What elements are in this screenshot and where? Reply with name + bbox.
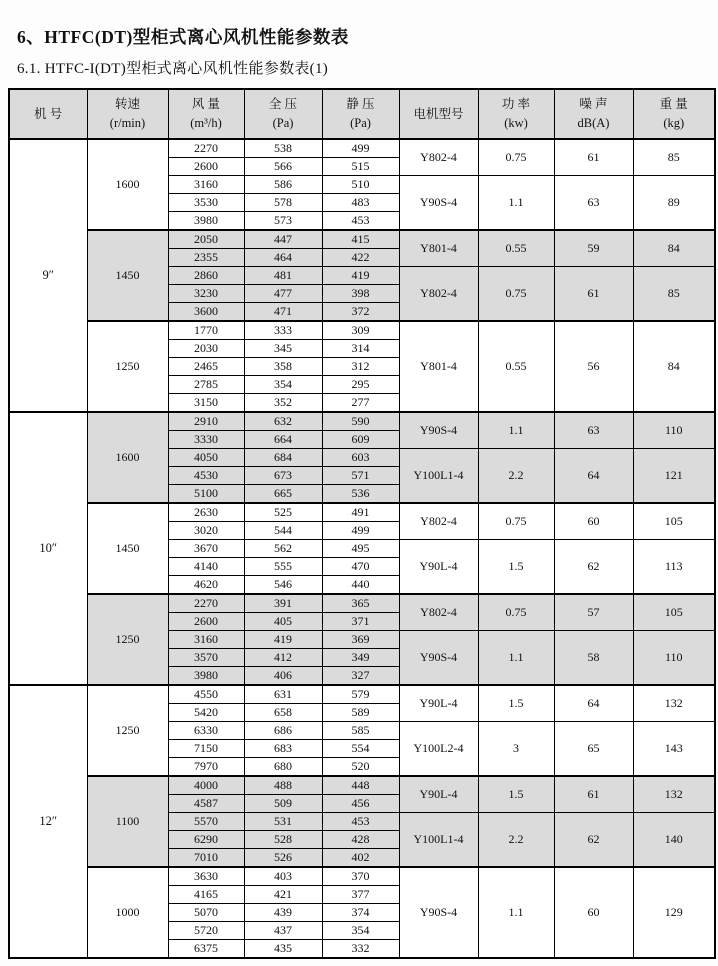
noise-cell: 57 bbox=[554, 594, 633, 631]
column-header-motor-model bbox=[399, 89, 478, 139]
motor-model-cell: Y100L1-4 bbox=[399, 449, 478, 504]
flow-cell: 5570 bbox=[168, 813, 244, 831]
static-pressure-cell: 369 bbox=[322, 631, 399, 649]
total-pressure-cell: 405 bbox=[244, 613, 322, 631]
noise-cell: 59 bbox=[554, 230, 633, 267]
weight-cell: 84 bbox=[633, 230, 715, 267]
static-pressure-cell: 371 bbox=[322, 613, 399, 631]
flow-cell: 2600 bbox=[168, 158, 244, 176]
power-cell: 1.5 bbox=[478, 776, 554, 813]
power-cell: 1.1 bbox=[478, 867, 554, 958]
flow-cell: 3530 bbox=[168, 194, 244, 212]
power-cell: 0.75 bbox=[478, 594, 554, 631]
total-pressure-cell: 403 bbox=[244, 867, 322, 886]
flow-cell: 5420 bbox=[168, 704, 244, 722]
motor-model-cell: Y90S-4 bbox=[399, 412, 478, 449]
flow-cell: 6290 bbox=[168, 831, 244, 849]
flow-cell: 2050 bbox=[168, 230, 244, 249]
motor-model-cell: Y90L-4 bbox=[399, 540, 478, 595]
total-pressure-cell: 525 bbox=[244, 503, 322, 522]
flow-cell: 4530 bbox=[168, 467, 244, 485]
static-pressure-cell: 422 bbox=[322, 249, 399, 267]
static-pressure-cell: 377 bbox=[322, 886, 399, 904]
noise-cell: 64 bbox=[554, 685, 633, 722]
flow-cell: 3330 bbox=[168, 431, 244, 449]
static-pressure-cell: 456 bbox=[322, 795, 399, 813]
total-pressure-cell: 555 bbox=[244, 558, 322, 576]
table-row bbox=[9, 503, 715, 522]
total-pressure-cell: 562 bbox=[244, 540, 322, 558]
flow-cell: 2860 bbox=[168, 267, 244, 285]
table-row bbox=[9, 867, 715, 886]
column-header-noise bbox=[554, 89, 633, 139]
title-block bbox=[17, 24, 349, 78]
motor-model-cell: Y801-4 bbox=[399, 321, 478, 412]
flow-cell: 3160 bbox=[168, 176, 244, 194]
total-pressure-cell: 544 bbox=[244, 522, 322, 540]
static-pressure-cell: 370 bbox=[322, 867, 399, 886]
flow-cell: 3020 bbox=[168, 522, 244, 540]
total-pressure-cell: 419 bbox=[244, 631, 322, 649]
total-pressure-cell: 352 bbox=[244, 394, 322, 413]
total-pressure-cell: 531 bbox=[244, 813, 322, 831]
static-pressure-cell: 448 bbox=[322, 776, 399, 795]
total-pressure-cell: 333 bbox=[244, 321, 322, 340]
rpm-cell: 1600 bbox=[87, 139, 168, 230]
total-pressure-cell: 509 bbox=[244, 795, 322, 813]
weight-cell: 105 bbox=[633, 503, 715, 540]
column-header-line: 功 率 bbox=[501, 97, 531, 112]
static-pressure-cell: 515 bbox=[322, 158, 399, 176]
flow-cell: 5100 bbox=[168, 485, 244, 504]
static-pressure-cell: 495 bbox=[322, 540, 399, 558]
static-pressure-cell: 499 bbox=[322, 522, 399, 540]
column-header-line: (m³/h) bbox=[190, 116, 222, 130]
static-pressure-cell: 510 bbox=[322, 176, 399, 194]
total-pressure-cell: 566 bbox=[244, 158, 322, 176]
total-pressure-cell: 631 bbox=[244, 685, 322, 704]
table-row bbox=[9, 685, 715, 704]
flow-cell: 2630 bbox=[168, 503, 244, 522]
total-pressure-cell: 437 bbox=[244, 922, 322, 940]
total-pressure-cell: 684 bbox=[244, 449, 322, 467]
power-cell: 3 bbox=[478, 722, 554, 777]
static-pressure-cell: 309 bbox=[322, 321, 399, 340]
weight-cell: 105 bbox=[633, 594, 715, 631]
noise-cell: 61 bbox=[554, 267, 633, 322]
column-header-line: (kg) bbox=[663, 116, 685, 130]
rpm-cell: 1450 bbox=[87, 503, 168, 594]
table-row bbox=[9, 230, 715, 249]
noise-cell: 63 bbox=[554, 176, 633, 231]
motor-model-cell: Y802-4 bbox=[399, 594, 478, 631]
total-pressure-cell: 538 bbox=[244, 139, 322, 158]
flow-cell: 2355 bbox=[168, 249, 244, 267]
column-header-power bbox=[478, 89, 554, 139]
weight-cell: 113 bbox=[633, 540, 715, 595]
motor-model-cell: Y802-4 bbox=[399, 267, 478, 322]
column-header-line: (kw) bbox=[504, 116, 528, 130]
total-pressure-cell: 573 bbox=[244, 212, 322, 231]
noise-cell: 64 bbox=[554, 449, 633, 504]
total-pressure-cell: 673 bbox=[244, 467, 322, 485]
table-row bbox=[9, 139, 715, 158]
flow-cell: 3160 bbox=[168, 631, 244, 649]
static-pressure-cell: 295 bbox=[322, 376, 399, 394]
weight-cell: 84 bbox=[633, 321, 715, 412]
static-pressure-cell: 428 bbox=[322, 831, 399, 849]
total-pressure-cell: 680 bbox=[244, 758, 322, 777]
column-header-line: 静 压 bbox=[346, 97, 375, 112]
rpm-cell: 1100 bbox=[87, 776, 168, 867]
column-header-total-pressure bbox=[244, 89, 322, 139]
flow-cell: 6375 bbox=[168, 940, 244, 959]
noise-cell: 62 bbox=[554, 540, 633, 595]
total-pressure-cell: 358 bbox=[244, 358, 322, 376]
total-pressure-cell: 686 bbox=[244, 722, 322, 740]
flow-cell: 7010 bbox=[168, 849, 244, 868]
motor-model-cell: Y90S-4 bbox=[399, 176, 478, 231]
power-cell: 0.55 bbox=[478, 230, 554, 267]
power-cell: 2.2 bbox=[478, 449, 554, 504]
flow-cell: 3230 bbox=[168, 285, 244, 303]
motor-model-cell: Y802-4 bbox=[399, 139, 478, 176]
power-cell: 1.1 bbox=[478, 631, 554, 686]
total-pressure-cell: 658 bbox=[244, 704, 322, 722]
static-pressure-cell: 440 bbox=[322, 576, 399, 595]
weight-cell: 110 bbox=[633, 412, 715, 449]
column-header-line: 风 量 bbox=[191, 97, 221, 112]
motor-model-cell: Y100L2-4 bbox=[399, 722, 478, 777]
static-pressure-cell: 354 bbox=[322, 922, 399, 940]
power-cell: 1.1 bbox=[478, 176, 554, 231]
table-row bbox=[9, 594, 715, 613]
motor-model-cell: Y90L-4 bbox=[399, 776, 478, 813]
noise-cell: 56 bbox=[554, 321, 633, 412]
static-pressure-cell: 453 bbox=[322, 813, 399, 831]
static-pressure-cell: 483 bbox=[322, 194, 399, 212]
power-cell: 1.5 bbox=[478, 540, 554, 595]
total-pressure-cell: 586 bbox=[244, 176, 322, 194]
column-header-machine-no bbox=[9, 89, 87, 139]
flow-cell: 3670 bbox=[168, 540, 244, 558]
page-subtitle: 6.1. HTFC-I(DT)型柜式离心风机性能参数表(1) bbox=[17, 61, 329, 77]
total-pressure-cell: 481 bbox=[244, 267, 322, 285]
column-header-line: 全 压 bbox=[268, 97, 298, 112]
flow-cell: 3570 bbox=[168, 649, 244, 667]
power-cell: 1.5 bbox=[478, 685, 554, 722]
performance-table bbox=[8, 88, 716, 959]
static-pressure-cell: 332 bbox=[322, 940, 399, 959]
flow-cell: 2030 bbox=[168, 340, 244, 358]
table-header-row bbox=[9, 89, 715, 139]
flow-cell: 2270 bbox=[168, 594, 244, 613]
rpm-cell: 1250 bbox=[87, 594, 168, 685]
flow-cell: 3600 bbox=[168, 303, 244, 322]
static-pressure-cell: 520 bbox=[322, 758, 399, 777]
flow-cell: 4550 bbox=[168, 685, 244, 704]
total-pressure-cell: 464 bbox=[244, 249, 322, 267]
total-pressure-cell: 354 bbox=[244, 376, 322, 394]
flow-cell: 6330 bbox=[168, 722, 244, 740]
static-pressure-cell: 374 bbox=[322, 904, 399, 922]
static-pressure-cell: 571 bbox=[322, 467, 399, 485]
weight-cell: 129 bbox=[633, 867, 715, 958]
total-pressure-cell: 488 bbox=[244, 776, 322, 795]
column-header-line: 机 号 bbox=[34, 106, 63, 121]
total-pressure-cell: 632 bbox=[244, 412, 322, 431]
static-pressure-cell: 327 bbox=[322, 667, 399, 686]
column-header-line: (Pa) bbox=[350, 116, 371, 130]
motor-model-cell: Y801-4 bbox=[399, 230, 478, 267]
total-pressure-cell: 421 bbox=[244, 886, 322, 904]
column-header-line: (r/min) bbox=[109, 116, 146, 130]
column-header-line: dB(A) bbox=[577, 116, 610, 130]
static-pressure-cell: 590 bbox=[322, 412, 399, 431]
total-pressure-cell: 528 bbox=[244, 831, 322, 849]
total-pressure-cell: 546 bbox=[244, 576, 322, 595]
flow-cell: 2600 bbox=[168, 613, 244, 631]
noise-cell: 61 bbox=[554, 139, 633, 176]
total-pressure-cell: 406 bbox=[244, 667, 322, 686]
rpm-cell: 1600 bbox=[87, 412, 168, 503]
static-pressure-cell: 609 bbox=[322, 431, 399, 449]
static-pressure-cell: 453 bbox=[322, 212, 399, 231]
flow-cell: 7970 bbox=[168, 758, 244, 777]
flow-cell: 4050 bbox=[168, 449, 244, 467]
static-pressure-cell: 402 bbox=[322, 849, 399, 868]
static-pressure-cell: 499 bbox=[322, 139, 399, 158]
flow-cell: 4165 bbox=[168, 886, 244, 904]
rpm-cell: 1000 bbox=[87, 867, 168, 958]
static-pressure-cell: 589 bbox=[322, 704, 399, 722]
noise-cell: 58 bbox=[554, 631, 633, 686]
column-header-line: 噪 声 bbox=[579, 97, 608, 112]
flow-cell: 2785 bbox=[168, 376, 244, 394]
total-pressure-cell: 578 bbox=[244, 194, 322, 212]
static-pressure-cell: 579 bbox=[322, 685, 399, 704]
motor-model-cell: Y90S-4 bbox=[399, 867, 478, 958]
static-pressure-cell: 603 bbox=[322, 449, 399, 467]
total-pressure-cell: 412 bbox=[244, 649, 322, 667]
static-pressure-cell: 491 bbox=[322, 503, 399, 522]
power-cell: 2.2 bbox=[478, 813, 554, 868]
column-header-line: 重 量 bbox=[659, 97, 688, 112]
noise-cell: 60 bbox=[554, 867, 633, 958]
rpm-cell: 1250 bbox=[87, 321, 168, 412]
flow-cell: 5720 bbox=[168, 922, 244, 940]
flow-cell: 4620 bbox=[168, 576, 244, 595]
table-row bbox=[9, 321, 715, 340]
total-pressure-cell: 345 bbox=[244, 340, 322, 358]
column-header-line: 电机型号 bbox=[413, 106, 464, 121]
static-pressure-cell: 470 bbox=[322, 558, 399, 576]
flow-cell: 3150 bbox=[168, 394, 244, 413]
total-pressure-cell: 439 bbox=[244, 904, 322, 922]
total-pressure-cell: 447 bbox=[244, 230, 322, 249]
table-row bbox=[9, 412, 715, 431]
total-pressure-cell: 471 bbox=[244, 303, 322, 322]
power-cell: 0.75 bbox=[478, 503, 554, 540]
static-pressure-cell: 312 bbox=[322, 358, 399, 376]
static-pressure-cell: 349 bbox=[322, 649, 399, 667]
motor-model-cell: Y90L-4 bbox=[399, 685, 478, 722]
weight-cell: 85 bbox=[633, 267, 715, 322]
static-pressure-cell: 314 bbox=[322, 340, 399, 358]
noise-cell: 62 bbox=[554, 813, 633, 868]
static-pressure-cell: 365 bbox=[322, 594, 399, 613]
page-title: 6、HTFC(DT)型柜式离心风机性能参数表 bbox=[17, 27, 349, 47]
power-cell: 1.1 bbox=[478, 412, 554, 449]
static-pressure-cell: 554 bbox=[322, 740, 399, 758]
static-pressure-cell: 415 bbox=[322, 230, 399, 249]
weight-cell: 89 bbox=[633, 176, 715, 231]
static-pressure-cell: 277 bbox=[322, 394, 399, 413]
total-pressure-cell: 664 bbox=[244, 431, 322, 449]
static-pressure-cell: 536 bbox=[322, 485, 399, 504]
noise-cell: 61 bbox=[554, 776, 633, 813]
machine-number-cell: 10″ bbox=[9, 412, 87, 685]
flow-cell: 3980 bbox=[168, 667, 244, 686]
weight-cell: 143 bbox=[633, 722, 715, 777]
machine-number-cell: 12″ bbox=[9, 685, 87, 958]
flow-cell: 2465 bbox=[168, 358, 244, 376]
static-pressure-cell: 419 bbox=[322, 267, 399, 285]
motor-model-cell: Y802-4 bbox=[399, 503, 478, 540]
flow-cell: 2910 bbox=[168, 412, 244, 431]
flow-cell: 4140 bbox=[168, 558, 244, 576]
static-pressure-cell: 585 bbox=[322, 722, 399, 740]
flow-cell: 5070 bbox=[168, 904, 244, 922]
power-cell: 0.75 bbox=[478, 139, 554, 176]
weight-cell: 132 bbox=[633, 685, 715, 722]
weight-cell: 85 bbox=[633, 139, 715, 176]
column-header-static-pressure bbox=[322, 89, 399, 139]
weight-cell: 140 bbox=[633, 813, 715, 868]
rpm-cell: 1250 bbox=[87, 685, 168, 776]
noise-cell: 65 bbox=[554, 722, 633, 777]
total-pressure-cell: 526 bbox=[244, 849, 322, 868]
motor-model-cell: Y90S-4 bbox=[399, 631, 478, 686]
weight-cell: 132 bbox=[633, 776, 715, 813]
machine-number-cell: 9″ bbox=[9, 139, 87, 412]
flow-cell: 4587 bbox=[168, 795, 244, 813]
total-pressure-cell: 477 bbox=[244, 285, 322, 303]
total-pressure-cell: 683 bbox=[244, 740, 322, 758]
total-pressure-cell: 665 bbox=[244, 485, 322, 504]
rpm-cell: 1450 bbox=[87, 230, 168, 321]
noise-cell: 60 bbox=[554, 503, 633, 540]
column-header-speed bbox=[87, 89, 168, 139]
column-header-line: (Pa) bbox=[272, 116, 294, 130]
flow-cell: 3630 bbox=[168, 867, 244, 886]
power-cell: 0.55 bbox=[478, 321, 554, 412]
static-pressure-cell: 398 bbox=[322, 285, 399, 303]
flow-cell: 2270 bbox=[168, 139, 244, 158]
power-cell: 0.75 bbox=[478, 267, 554, 322]
column-header-line: 转速 bbox=[114, 97, 140, 112]
flow-cell: 4000 bbox=[168, 776, 244, 795]
flow-cell: 3980 bbox=[168, 212, 244, 231]
weight-cell: 121 bbox=[633, 449, 715, 504]
column-header-air-volume bbox=[168, 89, 244, 139]
static-pressure-cell: 372 bbox=[322, 303, 399, 322]
motor-model-cell: Y100L1-4 bbox=[399, 813, 478, 868]
weight-cell: 110 bbox=[633, 631, 715, 686]
column-header-weight bbox=[633, 89, 715, 139]
noise-cell: 63 bbox=[554, 412, 633, 449]
flow-cell: 7150 bbox=[168, 740, 244, 758]
flow-cell: 1770 bbox=[168, 321, 244, 340]
table-row bbox=[9, 776, 715, 795]
total-pressure-cell: 435 bbox=[244, 940, 322, 959]
total-pressure-cell: 391 bbox=[244, 594, 322, 613]
table-body bbox=[9, 139, 715, 958]
